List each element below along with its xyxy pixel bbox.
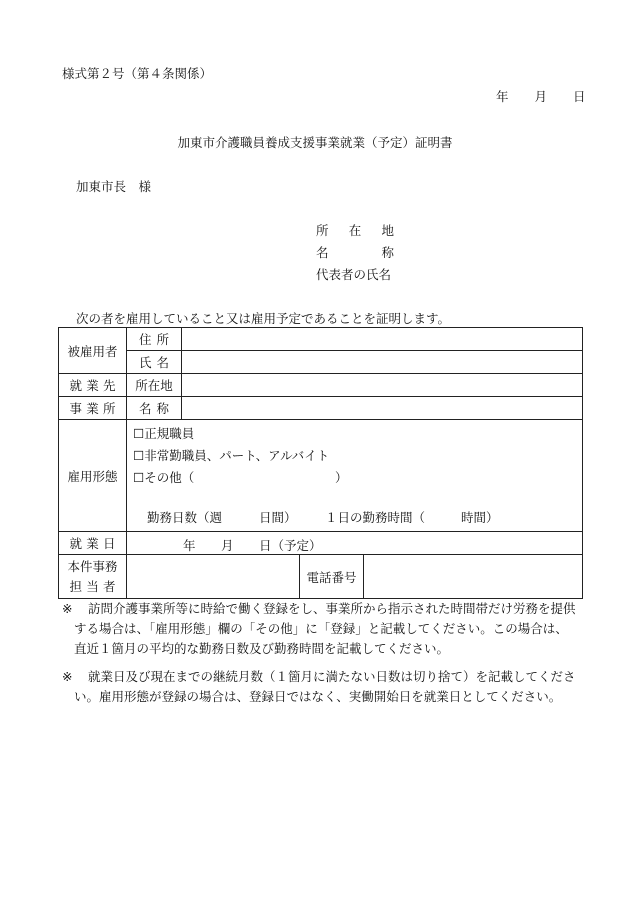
note-1-line-2: する場合は、「雇用形態」欄の「その他」に「登録」と記載してください。この場合は、 <box>74 621 568 636</box>
phone-field[interactable] <box>364 555 583 599</box>
contact-label-line-2: 担当者 <box>69 578 116 594</box>
date-year-label: 年 <box>496 89 509 104</box>
note-1-line-1: 訪問介護事業所等に時給で働く登録をし、事業所から指示された時間帯だけ労務を提供 <box>88 601 576 616</box>
option-other-checkbox[interactable]: ☐その他（ <box>133 470 195 485</box>
note-2 <box>62 667 587 707</box>
date-month-label: 月 <box>534 89 548 104</box>
note-2-line-1: 就業日及び現在までの継続月数（１箇月に満たない日数は切り捨て）を記載してくださ <box>88 669 576 684</box>
note-1 <box>62 599 587 659</box>
start-date-day: 日（予定） <box>259 537 322 553</box>
table-row <box>59 420 583 532</box>
table-row <box>59 555 583 599</box>
document-title: 加東市介護職員養成支援事業就業（予定）証明書 <box>177 135 453 150</box>
name-field[interactable] <box>182 351 583 374</box>
table-row <box>59 397 583 420</box>
work-days-prefix: 勤務日数（週 <box>147 510 223 525</box>
certificate-table <box>58 327 583 599</box>
work-days-suffix: 日間） <box>259 510 297 525</box>
table-row <box>59 374 583 397</box>
option-regular-checkbox[interactable]: ☐正規職員 <box>133 426 195 441</box>
note-1-mark: ※ <box>62 601 73 616</box>
workplace-label-2: 事業所 <box>59 397 127 420</box>
addressee: 加東市長 様 <box>76 179 152 194</box>
table-row <box>59 532 583 555</box>
location-field[interactable] <box>182 374 583 397</box>
certifier-representative-label: 代表者の氏名 <box>316 267 392 282</box>
office-name-label: 名称 <box>127 397 182 420</box>
contact-label <box>59 555 127 599</box>
work-hours-prefix: １日の勤務時間（ <box>325 510 426 525</box>
address-label: 住所 <box>127 328 182 351</box>
date-day-label: 日 <box>573 89 586 104</box>
table-row <box>59 351 583 374</box>
start-date-year: 年 <box>183 537 196 553</box>
office-name-field[interactable] <box>182 397 583 420</box>
address-field[interactable] <box>182 328 583 351</box>
employment-type-label: 雇用形態 <box>59 420 127 532</box>
start-date-month: 月 <box>221 537 234 553</box>
intro-text: 次の者を雇用していること又は雇用予定であることを証明します。 <box>76 311 451 326</box>
option-part-time-checkbox[interactable]: ☐非常勤職員、パート、アルバイト <box>133 448 330 463</box>
employment-type-cell <box>127 420 583 532</box>
form-number: 様式第２号（第４条関係） <box>62 66 213 81</box>
note-1-line-3: 直近１箇月の平均的な勤務日数及び勤務時間を記載してください。 <box>74 641 450 656</box>
option-other-close-paren: ） <box>335 470 348 485</box>
certifier-location-label: 所在地 <box>316 223 394 238</box>
start-date-field[interactable] <box>127 532 583 555</box>
workplace-label-1: 就業先 <box>59 374 127 397</box>
location-label: 所在地 <box>127 374 182 397</box>
note-2-mark: ※ <box>62 669 73 684</box>
phone-label: 電話番号 <box>300 555 364 599</box>
table-row <box>59 328 583 351</box>
work-hours-suffix: 時間） <box>461 510 499 525</box>
employee-label: 被雇用者 <box>59 328 127 374</box>
certifier-name-label: 名称 <box>316 245 394 260</box>
contact-person-field[interactable] <box>127 555 300 599</box>
contact-label-line-1: 本件事務 <box>67 558 118 574</box>
start-date-label: 就業日 <box>59 532 127 555</box>
name-label: 氏名 <box>127 351 182 374</box>
note-2-line-2: い。雇用形態が登録の場合は、登録日ではなく、実働開始日を就業日としてください。 <box>74 689 562 704</box>
date-line <box>496 87 586 105</box>
